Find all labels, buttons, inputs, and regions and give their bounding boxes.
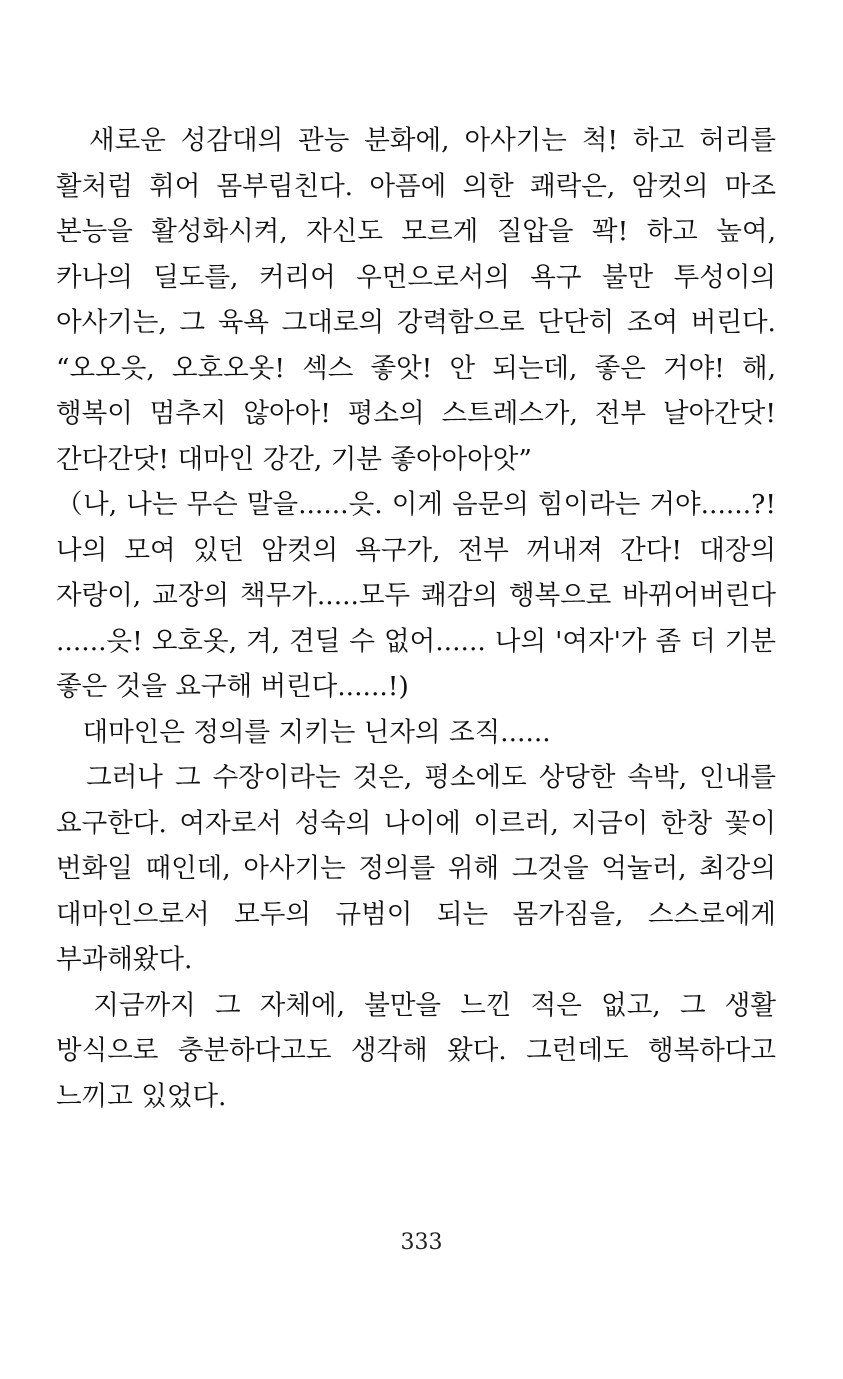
- text-line: 활처럼 휘어 몸부림친다. 아픔에 의한 쾌락은, 암컷의 마조: [56, 170, 776, 202]
- text-line: “오오읏, 오호오옷! 섹스 좋앗! 안 되는데, 좋은 거야! 해,: [56, 352, 776, 384]
- body-text: [56, 118, 776, 1119]
- text-line: ......읏! 오호옷, 겨, 견딜 수 없어...... 나의 '여자'가 좀 더 기분: [56, 625, 776, 657]
- paragraph-4: [56, 710, 776, 756]
- text-line: 방식으로 충분하다고도 생각해 왔다. 그런데도 행복하다고: [56, 1035, 776, 1066]
- paragraph-5: [56, 755, 776, 983]
- text-line: 행복이 멈추지 않아아! 평소의 스트레스가, 전부 날아간닷!: [56, 398, 776, 429]
- text-line: 본능을 활성화시켜, 자신도 모르게 질압을 꽉! 하고 높여,: [56, 216, 776, 247]
- text-line: 자랑이, 교장의 책무가.....모두 쾌감의 행복으로 바뀌어버린다: [56, 580, 776, 611]
- text-line: 대마인은 정의를 지키는 닌자의 조직......: [56, 716, 551, 748]
- text-line: （나, 나는 무슨 말을......읏. 이게 음문의 힘이라는 거야......?!: [56, 489, 776, 520]
- page-number: 333: [400, 1230, 443, 1255]
- text-line: 카나의 딜도를, 커리어 우먼으로서의 욕구 불만 투성이의: [56, 261, 776, 293]
- paragraph-2: [56, 346, 776, 483]
- paragraph-3: [56, 482, 776, 710]
- text-line: 그러나 그 수장이라는 것은, 평소에도 상당한 속박, 인내를: [56, 762, 776, 793]
- text-line: 요구한다. 여자로서 성숙의 나이에 이르러, 지금이 한창 꽃이: [56, 807, 776, 839]
- text-line: 아사기는, 그 육욕 그대로의 강력함으로 단단히 조여 버린다.: [56, 307, 776, 338]
- paragraph-1: [56, 118, 776, 346]
- text-line: 좋은 것을 요구해 버린다......!): [56, 671, 409, 702]
- text-line: 느끼고 있었다.: [56, 1080, 227, 1112]
- text-line: 지금까지 그 자체에, 불만을 느낀 적은 없고, 그 생활: [56, 989, 776, 1021]
- text-line: 대마인으로서 모두의 규범이 되는 몸가짐을, 스스로에게: [56, 898, 776, 930]
- text-line: 새로운 성감대의 관능 분화에, 아사기는 척! 하고 허리를: [56, 125, 776, 156]
- text-line: 간다간닷! 대마인 강간, 기분 좋아아아앗”: [56, 443, 532, 475]
- text-line: 번화일 때인데, 아사기는 정의를 위해 그것을 억눌러, 최강의: [56, 853, 776, 884]
- text-line: 부과해왔다.: [56, 944, 193, 975]
- paragraph-6: [56, 983, 776, 1120]
- text-line: 나의 모여 있던 암컷의 욕구가, 전부 꺼내져 간다! 대장의: [56, 534, 776, 566]
